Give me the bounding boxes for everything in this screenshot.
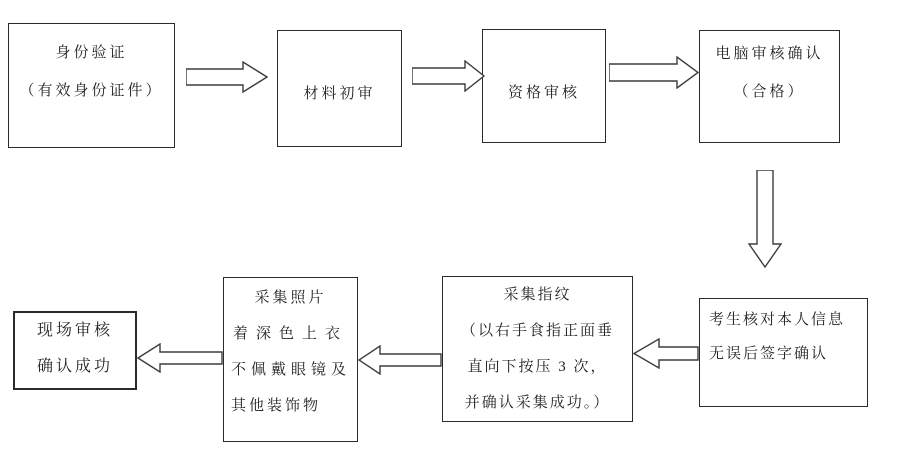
box-text-line: 资格审核	[507, 85, 580, 101]
arrow-fingerprint-to-photo	[358, 345, 442, 375]
box-text-line: 材料初审	[303, 86, 376, 102]
box-candidate-info-confirm	[699, 298, 868, 407]
arrow-computer-to-info-confirm	[748, 170, 782, 268]
box-text-line: 考生核对本人信息	[709, 312, 846, 328]
box-text-line: 身份验证	[55, 45, 128, 61]
box-text-line: 现场审核	[36, 322, 113, 339]
box-text-line: 电脑审核确认	[715, 46, 824, 62]
arrow-info-confirm-to-fingerprint	[633, 338, 699, 369]
box-text-line: 采集照片	[254, 290, 327, 306]
box-text-line: 确认成功	[36, 358, 113, 375]
box-photo-capture	[223, 277, 358, 442]
box-qualification-review	[482, 29, 606, 143]
box-text-line: 其他装饰物	[231, 398, 322, 414]
box-computer-review-confirm	[699, 30, 840, 143]
box-text-line: （以右手食指正面垂	[460, 323, 614, 339]
box-material-review	[277, 30, 402, 147]
box-text-line: 采集指纹	[503, 287, 572, 303]
arrow-identity-to-material	[186, 61, 268, 93]
box-text-line: 着深色上衣	[232, 326, 348, 342]
arrow-qualification-to-computer	[609, 56, 699, 89]
arrow-photo-to-onsite	[137, 343, 223, 373]
box-onsite-review-success	[13, 311, 137, 390]
box-text-line: 无误后签字确认	[709, 346, 829, 362]
arrow-material-to-qualification	[412, 60, 485, 92]
box-text-line: 不佩戴眼镜及	[231, 362, 352, 378]
box-text-line: 并确认采集成功。）	[464, 395, 611, 411]
box-fingerprint-capture	[442, 276, 633, 422]
box-text-line: 直向下按压 3 次，	[467, 359, 608, 375]
box-text-line: （有效身份证件）	[19, 83, 164, 99]
box-text-line: （合格）	[733, 84, 806, 100]
box-identity-verification	[8, 23, 175, 148]
